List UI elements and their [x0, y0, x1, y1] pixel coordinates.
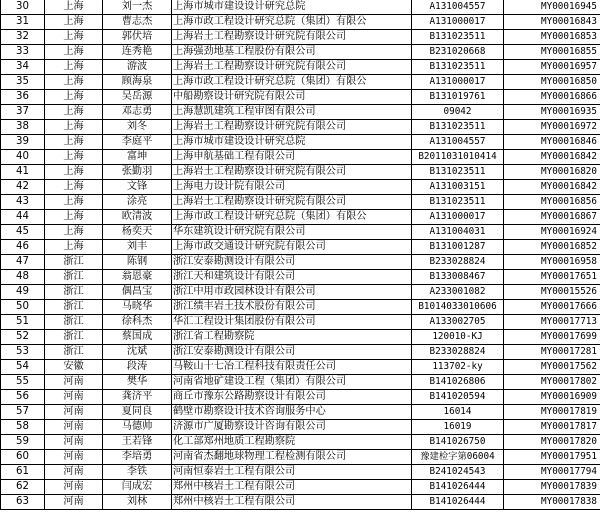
company-cell[interactable]: 上海市城市建设设计研究总院 — [172, 135, 412, 150]
certificate-number-cell[interactable]: A233001082 — [412, 285, 504, 300]
table-row — [1, 0, 600, 15]
certificate-number-cell[interactable]: A131004557 — [412, 0, 504, 15]
company-cell[interactable]: 郑州中核岩土工程有限公司 — [172, 495, 412, 510]
row-number-cell[interactable]: 36 — [1, 90, 45, 105]
certificate-number-cell[interactable]: B2011031010414 — [412, 150, 504, 165]
registration-code-cell[interactable]: MY00017281 — [504, 345, 600, 360]
province-cell[interactable]: 河南 — [45, 405, 103, 420]
registration-code-cell[interactable]: MY00017651 — [504, 270, 600, 285]
table-row — [1, 390, 600, 405]
registration-code-cell[interactable]: MY00017838 — [504, 495, 600, 510]
province-cell[interactable]: 浙江 — [45, 285, 103, 300]
row-number-cell[interactable]: 60 — [1, 450, 45, 465]
registration-code-cell[interactable]: MY00017713 — [504, 315, 600, 330]
registration-code-cell[interactable]: MY00016867 — [504, 210, 600, 225]
registration-code-cell[interactable]: MY00016957 — [504, 60, 600, 75]
province-cell[interactable]: 河南 — [45, 450, 103, 465]
company-cell[interactable]: 上海市政工程设计研究总院（集团）有限公 — [172, 75, 412, 90]
table-row — [1, 210, 600, 225]
certificate-number-cell[interactable]: B1014033010606 — [412, 300, 504, 315]
person-name-cell[interactable]: 夏同良 — [103, 405, 172, 420]
row-number-cell[interactable]: 48 — [1, 270, 45, 285]
registration-code-cell[interactable]: MY00016866 — [504, 90, 600, 105]
table-row — [1, 30, 600, 45]
registration-code-cell[interactable]: MY00015526 — [504, 285, 600, 300]
person-name-cell[interactable]: 樊华 — [103, 375, 172, 390]
company-cell[interactable]: 上海申航基础工程有限公司 — [172, 150, 412, 165]
certificate-number-cell[interactable]: B131023511 — [412, 60, 504, 75]
table-row — [1, 165, 600, 180]
table-row — [1, 300, 600, 315]
certificate-number-cell[interactable]: B131023511 — [412, 120, 504, 135]
row-number-cell[interactable]: 56 — [1, 390, 45, 405]
certificate-number-cell[interactable]: B131019761 — [412, 90, 504, 105]
row-number-cell[interactable]: 37 — [1, 105, 45, 120]
province-cell[interactable]: 上海 — [45, 105, 103, 120]
table-row — [1, 375, 600, 390]
table-row — [1, 285, 600, 300]
registration-code-cell[interactable]: MY00017951 — [504, 450, 600, 465]
province-cell[interactable]: 浙江 — [45, 270, 103, 285]
person-name-cell[interactable]: 涂亮 — [103, 195, 172, 210]
person-name-cell[interactable]: 刘丰 — [103, 240, 172, 255]
table-row — [1, 60, 600, 75]
company-cell[interactable]: 上海岩土工程勘察设计研究院有限公司 — [172, 60, 412, 75]
person-name-cell[interactable]: 郭伏培 — [103, 30, 172, 45]
row-number-cell[interactable]: 49 — [1, 285, 45, 300]
person-name-cell[interactable]: 刘冬 — [103, 120, 172, 135]
province-cell[interactable]: 上海 — [45, 120, 103, 135]
row-number-cell[interactable]: 52 — [1, 330, 45, 345]
row-number-cell[interactable]: 32 — [1, 30, 45, 45]
row-number-cell[interactable]: 51 — [1, 315, 45, 330]
person-name-cell[interactable]: 偶昌宝 — [103, 285, 172, 300]
certificate-number-cell[interactable]: B131023511 — [412, 30, 504, 45]
certificate-number-cell[interactable]: B231020668 — [412, 45, 504, 60]
person-name-cell[interactable]: 翁恩豪 — [103, 270, 172, 285]
company-cell[interactable]: 河南省杰翻地球物理工程检测有限公司 — [172, 450, 412, 465]
company-cell[interactable]: 浙江安泰勘测设计有限公司 — [172, 345, 412, 360]
table-body — [1, 0, 600, 510]
person-name-cell[interactable]: 马晓华 — [103, 300, 172, 315]
table-row — [1, 360, 600, 375]
province-cell[interactable]: 上海 — [45, 45, 103, 60]
row-number-cell[interactable]: 57 — [1, 405, 45, 420]
registration-code-cell[interactable]: MY00017562 — [504, 360, 600, 375]
table-row — [1, 405, 600, 420]
certificate-number-cell[interactable]: B141020594 — [412, 390, 504, 405]
row-number-cell[interactable]: 31 — [1, 15, 45, 30]
person-name-cell[interactable]: 闫成宏 — [103, 480, 172, 495]
row-number-cell[interactable]: 59 — [1, 435, 45, 450]
registration-code-cell[interactable]: MY00017699 — [504, 330, 600, 345]
table-row — [1, 15, 600, 30]
table-row — [1, 270, 600, 285]
table-row — [1, 135, 600, 150]
person-name-cell[interactable]: 吴岳源 — [103, 90, 172, 105]
company-cell[interactable]: 上海岩土工程勘察设计研究院有限公司 — [172, 165, 412, 180]
registration-code-cell[interactable]: MY00016843 — [504, 15, 600, 30]
province-cell[interactable]: 浙江 — [45, 315, 103, 330]
table-row — [1, 450, 600, 465]
person-name-cell[interactable]: 龚济平 — [103, 390, 172, 405]
row-number-cell[interactable]: 46 — [1, 240, 45, 255]
person-name-cell[interactable]: 欧清波 — [103, 210, 172, 225]
province-cell[interactable]: 上海 — [45, 150, 103, 165]
registration-code-cell[interactable]: MY00017794 — [504, 465, 600, 480]
province-cell[interactable]: 上海 — [45, 165, 103, 180]
company-cell[interactable]: 上海电力设计院有限公司 — [172, 180, 412, 195]
table-row — [1, 90, 600, 105]
person-name-cell[interactable]: 王若锋 — [103, 435, 172, 450]
company-cell[interactable]: 上海慧凯建筑工程审图有限公司 — [172, 105, 412, 120]
certificate-number-cell[interactable]: 09042 — [412, 105, 504, 120]
row-number-cell[interactable]: 30 — [1, 0, 45, 15]
person-name-cell[interactable]: 刘一杰 — [103, 0, 172, 15]
table-row — [1, 75, 600, 90]
person-name-cell[interactable]: 杨奕天 — [103, 225, 172, 240]
table-row — [1, 225, 600, 240]
province-cell[interactable]: 河南 — [45, 480, 103, 495]
registration-code-cell[interactable]: MY00017817 — [504, 420, 600, 435]
certificate-number-cell[interactable]: B241024543 — [412, 465, 504, 480]
province-cell[interactable]: 河南 — [45, 390, 103, 405]
company-cell[interactable]: 济源市广厦勘察设计咨询有限公司 — [172, 420, 412, 435]
company-cell[interactable]: 华汇工程设计集团股份有限公司 — [172, 315, 412, 330]
company-cell[interactable]: 河南省地矿建设工程（集团）有限公司 — [172, 375, 412, 390]
province-cell[interactable]: 上海 — [45, 210, 103, 225]
row-number-cell[interactable]: 63 — [1, 495, 45, 510]
table-row — [1, 150, 600, 165]
certificate-number-cell[interactable]: A133002705 — [412, 315, 504, 330]
registration-code-cell[interactable]: MY00016820 — [504, 165, 600, 180]
table-row — [1, 420, 600, 435]
table-row — [1, 255, 600, 270]
row-number-cell[interactable]: 43 — [1, 195, 45, 210]
table-row — [1, 330, 600, 345]
person-name-cell[interactable]: 邓志勇 — [103, 105, 172, 120]
registration-code-cell[interactable]: MY00016935 — [504, 105, 600, 120]
company-cell[interactable]: 浙江天和建筑设计有限公司 — [172, 270, 412, 285]
company-cell[interactable]: 上海市政交通设计研究院有限公司 — [172, 240, 412, 255]
certificate-number-cell[interactable]: B131023511 — [412, 195, 504, 210]
registration-code-cell[interactable]: MY00017666 — [504, 300, 600, 315]
row-number-cell[interactable]: 62 — [1, 480, 45, 495]
certificate-number-cell[interactable]: B131001287 — [412, 240, 504, 255]
registration-code-cell[interactable]: MY00016972 — [504, 120, 600, 135]
company-cell[interactable]: 上海市城市建设设计研究总院 — [172, 0, 412, 15]
registration-code-cell[interactable]: MY00016850 — [504, 75, 600, 90]
table-row — [1, 240, 600, 255]
company-cell[interactable]: 浙江中用市政园林设计有限公司 — [172, 285, 412, 300]
table-row — [1, 465, 600, 480]
company-cell[interactable]: 商丘市豫东公路勘察设计有限公司 — [172, 390, 412, 405]
row-number-cell[interactable]: 44 — [1, 210, 45, 225]
province-cell[interactable]: 上海 — [45, 0, 103, 15]
person-name-cell[interactable]: 顾海泉 — [103, 75, 172, 90]
province-cell[interactable]: 浙江 — [45, 300, 103, 315]
province-cell[interactable]: 浙江 — [45, 330, 103, 345]
company-cell[interactable]: 鹤壁市勘察设计技术咨询服务中心 — [172, 405, 412, 420]
certificate-number-cell[interactable]: A131004031 — [412, 225, 504, 240]
certificate-number-cell[interactable]: B141026806 — [412, 375, 504, 390]
person-name-cell[interactable]: 蔡国成 — [103, 330, 172, 345]
province-cell[interactable]: 河南 — [45, 495, 103, 510]
registration-code-cell[interactable]: MY00016924 — [504, 225, 600, 240]
registration-code-cell[interactable]: MY00016853 — [504, 30, 600, 45]
table-row — [1, 45, 600, 60]
person-name-cell[interactable]: 沈斌 — [103, 345, 172, 360]
registration-code-cell[interactable]: MY00016958 — [504, 255, 600, 270]
company-cell[interactable]: 马鞍山十七冶工程科技有限责任公司 — [172, 360, 412, 375]
table-row — [1, 345, 600, 360]
row-number-cell[interactable]: 50 — [1, 300, 45, 315]
person-name-cell[interactable]: 陈钢 — [103, 255, 172, 270]
registration-code-cell[interactable]: MY00016852 — [504, 240, 600, 255]
person-name-cell[interactable]: 刘林 — [103, 495, 172, 510]
person-name-cell[interactable]: 文锋 — [103, 180, 172, 195]
certificate-number-cell[interactable]: B131023511 — [412, 165, 504, 180]
person-name-cell[interactable]: 曹志杰 — [103, 15, 172, 30]
company-cell[interactable]: 河南恒泰岩土工程有限公司 — [172, 465, 412, 480]
person-name-cell[interactable]: 富坤 — [103, 150, 172, 165]
person-name-cell[interactable]: 马德帅 — [103, 420, 172, 435]
company-cell[interactable]: 上海岩土工程勘察设计研究院有限公司 — [172, 120, 412, 135]
certificate-number-cell[interactable]: A131000017 — [412, 75, 504, 90]
certificate-number-cell[interactable]: B133008467 — [412, 270, 504, 285]
company-cell[interactable]: 上海市政工程设计研究总院（集团）有限公 — [172, 15, 412, 30]
table-row — [1, 180, 600, 195]
table-row — [1, 435, 600, 450]
certificate-number-cell[interactable]: 120010-KJ — [412, 330, 504, 345]
row-number-cell[interactable]: 58 — [1, 420, 45, 435]
province-cell[interactable]: 上海 — [45, 135, 103, 150]
certificate-number-cell[interactable]: B233028824 — [412, 345, 504, 360]
table-row — [1, 480, 600, 495]
registration-code-cell[interactable]: MY00016846 — [504, 135, 600, 150]
row-number-cell[interactable]: 40 — [1, 150, 45, 165]
certificate-number-cell[interactable]: 16019 — [412, 420, 504, 435]
row-number-cell[interactable]: 33 — [1, 45, 45, 60]
person-name-cell[interactable]: 李培勇 — [103, 450, 172, 465]
province-cell[interactable]: 安徽 — [45, 360, 103, 375]
certificate-number-cell[interactable]: B141026750 — [412, 435, 504, 450]
certificate-number-cell[interactable]: B141026444 — [412, 495, 504, 510]
row-number-cell[interactable]: 42 — [1, 180, 45, 195]
company-cell[interactable]: 浙江绩丰岩土技术股份有限公司 — [172, 300, 412, 315]
province-cell[interactable]: 上海 — [45, 180, 103, 195]
company-cell[interactable]: 浙江安泰勘测设计有限公司 — [172, 255, 412, 270]
certificate-number-cell[interactable]: 113702-ky — [412, 360, 504, 375]
province-cell[interactable]: 上海 — [45, 240, 103, 255]
company-cell[interactable]: 华东建筑设计研究院有限公司 — [172, 225, 412, 240]
certificate-number-cell[interactable]: A131000017 — [412, 15, 504, 30]
registration-code-cell[interactable]: MY00017839 — [504, 480, 600, 495]
registration-code-cell[interactable]: MY00017802 — [504, 375, 600, 390]
province-cell[interactable]: 上海 — [45, 90, 103, 105]
certificate-number-cell[interactable]: B233028824 — [412, 255, 504, 270]
province-cell[interactable]: 上海 — [45, 225, 103, 240]
province-cell[interactable]: 上海 — [45, 75, 103, 90]
province-cell[interactable]: 河南 — [45, 465, 103, 480]
person-name-cell[interactable]: 李铁 — [103, 465, 172, 480]
person-name-cell[interactable]: 连秀艳 — [103, 45, 172, 60]
row-number-cell[interactable]: 35 — [1, 75, 45, 90]
certificate-number-cell[interactable]: A131004557 — [412, 135, 504, 150]
row-number-cell[interactable]: 53 — [1, 345, 45, 360]
person-name-cell[interactable]: 李庭平 — [103, 135, 172, 150]
company-cell[interactable]: 浙江省工程勘察院 — [172, 330, 412, 345]
province-cell[interactable]: 浙江 — [45, 345, 103, 360]
registration-code-cell[interactable]: MY00017820 — [504, 435, 600, 450]
row-number-cell[interactable]: 41 — [1, 165, 45, 180]
province-cell[interactable]: 河南 — [45, 375, 103, 390]
province-cell[interactable]: 河南 — [45, 420, 103, 435]
registration-code-cell[interactable]: MY00016909 — [504, 390, 600, 405]
table-row — [1, 495, 600, 510]
row-number-cell[interactable]: 54 — [1, 360, 45, 375]
certificate-number-cell[interactable]: 16014 — [412, 405, 504, 420]
certificate-number-cell[interactable]: A131000017 — [412, 210, 504, 225]
row-number-cell[interactable]: 55 — [1, 375, 45, 390]
company-cell[interactable]: 上海岩土工程勘察设计研究院有限公司 — [172, 30, 412, 45]
row-number-cell[interactable]: 47 — [1, 255, 45, 270]
row-number-cell[interactable]: 34 — [1, 60, 45, 75]
certificate-number-cell[interactable]: A131003151 — [412, 180, 504, 195]
registration-code-cell[interactable]: MY00016945 — [504, 0, 600, 15]
row-number-cell[interactable]: 45 — [1, 225, 45, 240]
company-cell[interactable]: 中船勘察设计研究院有限公司 — [172, 90, 412, 105]
table-row — [1, 120, 600, 135]
company-cell[interactable]: 化工部郑州地质工程勘察院 — [172, 435, 412, 450]
table-row — [1, 315, 600, 330]
province-cell[interactable]: 上海 — [45, 195, 103, 210]
province-cell[interactable]: 上海 — [45, 60, 103, 75]
row-number-cell[interactable]: 61 — [1, 465, 45, 480]
registration-code-cell[interactable]: MY00016842 — [504, 180, 600, 195]
registration-code-cell[interactable]: MY00016842 — [504, 150, 600, 165]
person-name-cell[interactable]: 游波 — [103, 60, 172, 75]
registration-code-cell[interactable]: MY00017819 — [504, 405, 600, 420]
person-name-cell[interactable]: 段涛 — [103, 360, 172, 375]
province-cell[interactable]: 上海 — [45, 30, 103, 45]
province-cell[interactable]: 上海 — [45, 15, 103, 30]
certificate-number-cell[interactable]: B141026444 — [412, 480, 504, 495]
table-row — [1, 195, 600, 210]
person-name-cell[interactable]: 徐科杰 — [103, 315, 172, 330]
registration-code-cell[interactable]: MY00016855 — [504, 45, 600, 60]
registration-code-cell[interactable]: MY00016856 — [504, 195, 600, 210]
company-cell[interactable]: 上海岩土工程勘察设计研究院有限公司 — [172, 195, 412, 210]
province-cell[interactable]: 浙江 — [45, 255, 103, 270]
province-cell[interactable]: 河南 — [45, 435, 103, 450]
company-cell[interactable]: 上海市政工程设计研究总院（集团）有限公 — [172, 210, 412, 225]
person-name-cell[interactable]: 张勤羽 — [103, 165, 172, 180]
table-row — [1, 105, 600, 120]
row-number-cell[interactable]: 39 — [1, 135, 45, 150]
company-cell[interactable]: 郑州中核岩土工程有限公司 — [172, 480, 412, 495]
company-cell[interactable]: 上海强劲地基工程股份有限公司 — [172, 45, 412, 60]
certificate-number-cell[interactable]: 豫建检字第06004 — [412, 450, 504, 465]
row-number-cell[interactable]: 38 — [1, 120, 45, 135]
